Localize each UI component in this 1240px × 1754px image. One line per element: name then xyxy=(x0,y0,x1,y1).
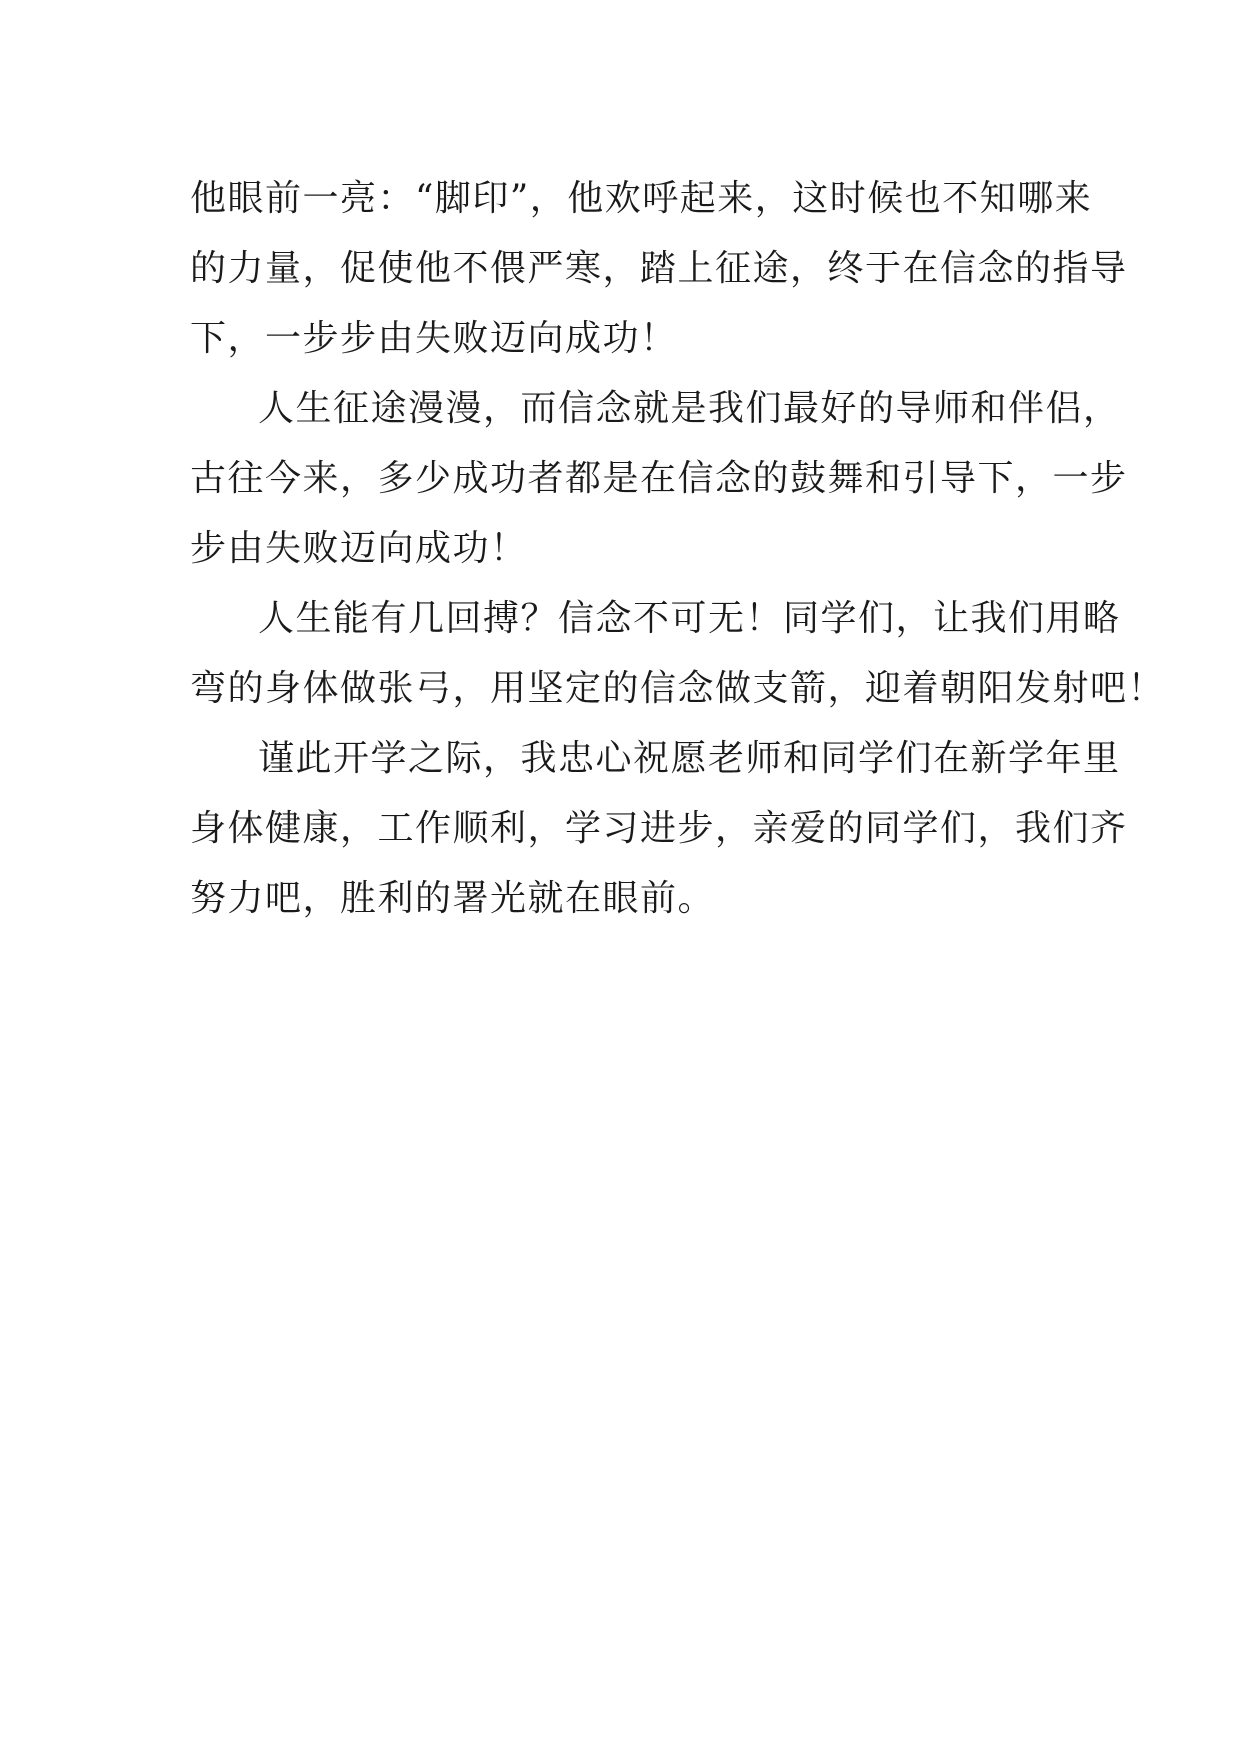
text-line: 人生能有几回搏？信念不可无！同学们，让我们用略 xyxy=(258,598,1121,639)
text-line: 的力量，促使他不偎严寒，踏上征途，终于在信念的指导 xyxy=(190,248,1128,289)
paragraph-4 xyxy=(190,724,1128,934)
body-text xyxy=(190,164,1166,934)
text-line: 努力吧，胜利的署光就在眼前。 xyxy=(190,878,716,919)
text-line: 步由失败迈向成功！ xyxy=(190,528,528,569)
text-line: 谨此开学之际，我忠心祝愿老师和同学们在新学年里 xyxy=(258,738,1121,779)
text-line: 弯的身体做张弓，用坚定的信念做支箭，迎着朝阳发射吧！ xyxy=(190,668,1166,709)
text-line: 人生征途漫漫，而信念就是我们最好的导师和伴侣， xyxy=(258,388,1121,429)
paragraph-2 xyxy=(190,374,1128,584)
paragraph-3 xyxy=(190,584,1166,724)
text-line: 他眼前一亮：“脚印”，他欢呼起来，这时候也不知哪来 xyxy=(190,178,1093,219)
text-line: 下，一步步由失败迈向成功！ xyxy=(190,318,678,359)
paragraph-1 xyxy=(190,164,1128,374)
text-line: 古往今来，多少成功者都是在信念的鼓舞和引导下，一步 xyxy=(190,458,1128,499)
text-line: 身体健康，工作顺利，学习进步，亲爱的同学们，我们齐 xyxy=(190,808,1128,849)
